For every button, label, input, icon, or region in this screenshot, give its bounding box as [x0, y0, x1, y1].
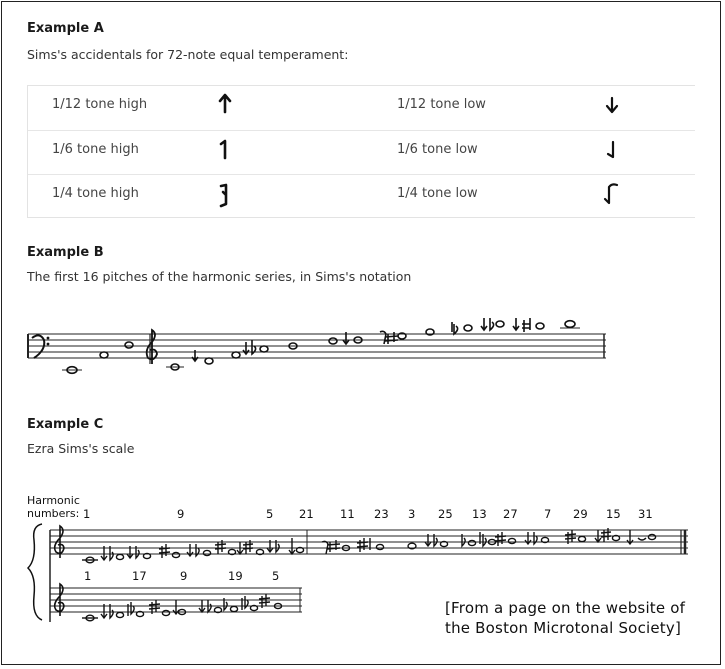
caption-line-1: [From a page on the website of	[445, 599, 686, 617]
system-brace	[28, 524, 42, 620]
example-c-description: Ezra Sims's scale	[27, 441, 135, 456]
harmonic-number: 21	[299, 507, 314, 521]
harmonic-number: 13	[472, 507, 487, 521]
harmonic-number: 5	[266, 507, 274, 521]
table-row	[28, 130, 695, 175]
hooked-up-accidental-icon	[218, 131, 242, 175]
left-label: 1/12 tone high	[52, 97, 148, 112]
example-b-description: The first 16 pitches of the harmonic series, in Sims's notation	[27, 269, 412, 284]
scale-notes-row2	[82, 594, 282, 621]
harmonic-number: 1	[83, 507, 91, 521]
harmonic-number: 17	[132, 569, 147, 583]
accidentals-table	[27, 85, 695, 218]
table-row	[28, 86, 695, 130]
example-a-heading: Example A	[27, 21, 104, 36]
arrow-up-accidental-icon	[218, 86, 242, 130]
harmonic-number: 27	[503, 507, 518, 521]
harmonic-series-staff	[2, 302, 642, 392]
harmonic-number: 25	[438, 507, 453, 521]
example-a-description: Sims's accidentals for 72-note equal temperament:	[27, 47, 349, 62]
left-label: 1/6 tone high	[52, 142, 139, 157]
harmonic-number: 31	[638, 507, 653, 521]
harmonic-number: 29	[573, 507, 588, 521]
bass-clef-icon	[32, 335, 49, 358]
harmonic-number: 9	[180, 569, 188, 583]
example-b-heading: Example B	[27, 245, 104, 260]
right-label: 1/12 tone low	[397, 97, 486, 112]
harmonic-label: Harmonic	[27, 494, 80, 507]
arrow-down-accidental-icon	[604, 86, 628, 130]
harmonic-label-2: numbers:	[27, 507, 80, 520]
hooked-down-accidental-icon	[604, 131, 628, 175]
scale-notes-row1	[82, 528, 656, 563]
page-frame	[1, 1, 721, 665]
right-label: 1/4 tone low	[397, 186, 478, 201]
harmonic-number: 1	[84, 569, 92, 583]
double-hook-down-accidental-icon	[602, 175, 626, 219]
harmonic-number: 5	[272, 569, 280, 583]
right-label: 1/6 tone low	[397, 142, 478, 157]
harmonic-number: 9	[177, 507, 185, 521]
table-row	[28, 174, 695, 219]
harmonic-number: 3	[408, 507, 416, 521]
harmonic-number: 23	[374, 507, 389, 521]
harmonic-number: 7	[544, 507, 552, 521]
harmonic-number: 19	[228, 569, 243, 583]
source-caption	[445, 598, 685, 638]
harmonic-number: 15	[606, 507, 621, 521]
caption-line-2: the Boston Microtonal Society]	[445, 619, 682, 637]
treble-clef-icon	[147, 330, 157, 364]
double-hook-up-accidental-icon	[218, 175, 242, 219]
left-label: 1/4 tone high	[52, 186, 139, 201]
example-c-heading: Example C	[27, 417, 104, 432]
harmonic-number: 11	[340, 507, 355, 521]
